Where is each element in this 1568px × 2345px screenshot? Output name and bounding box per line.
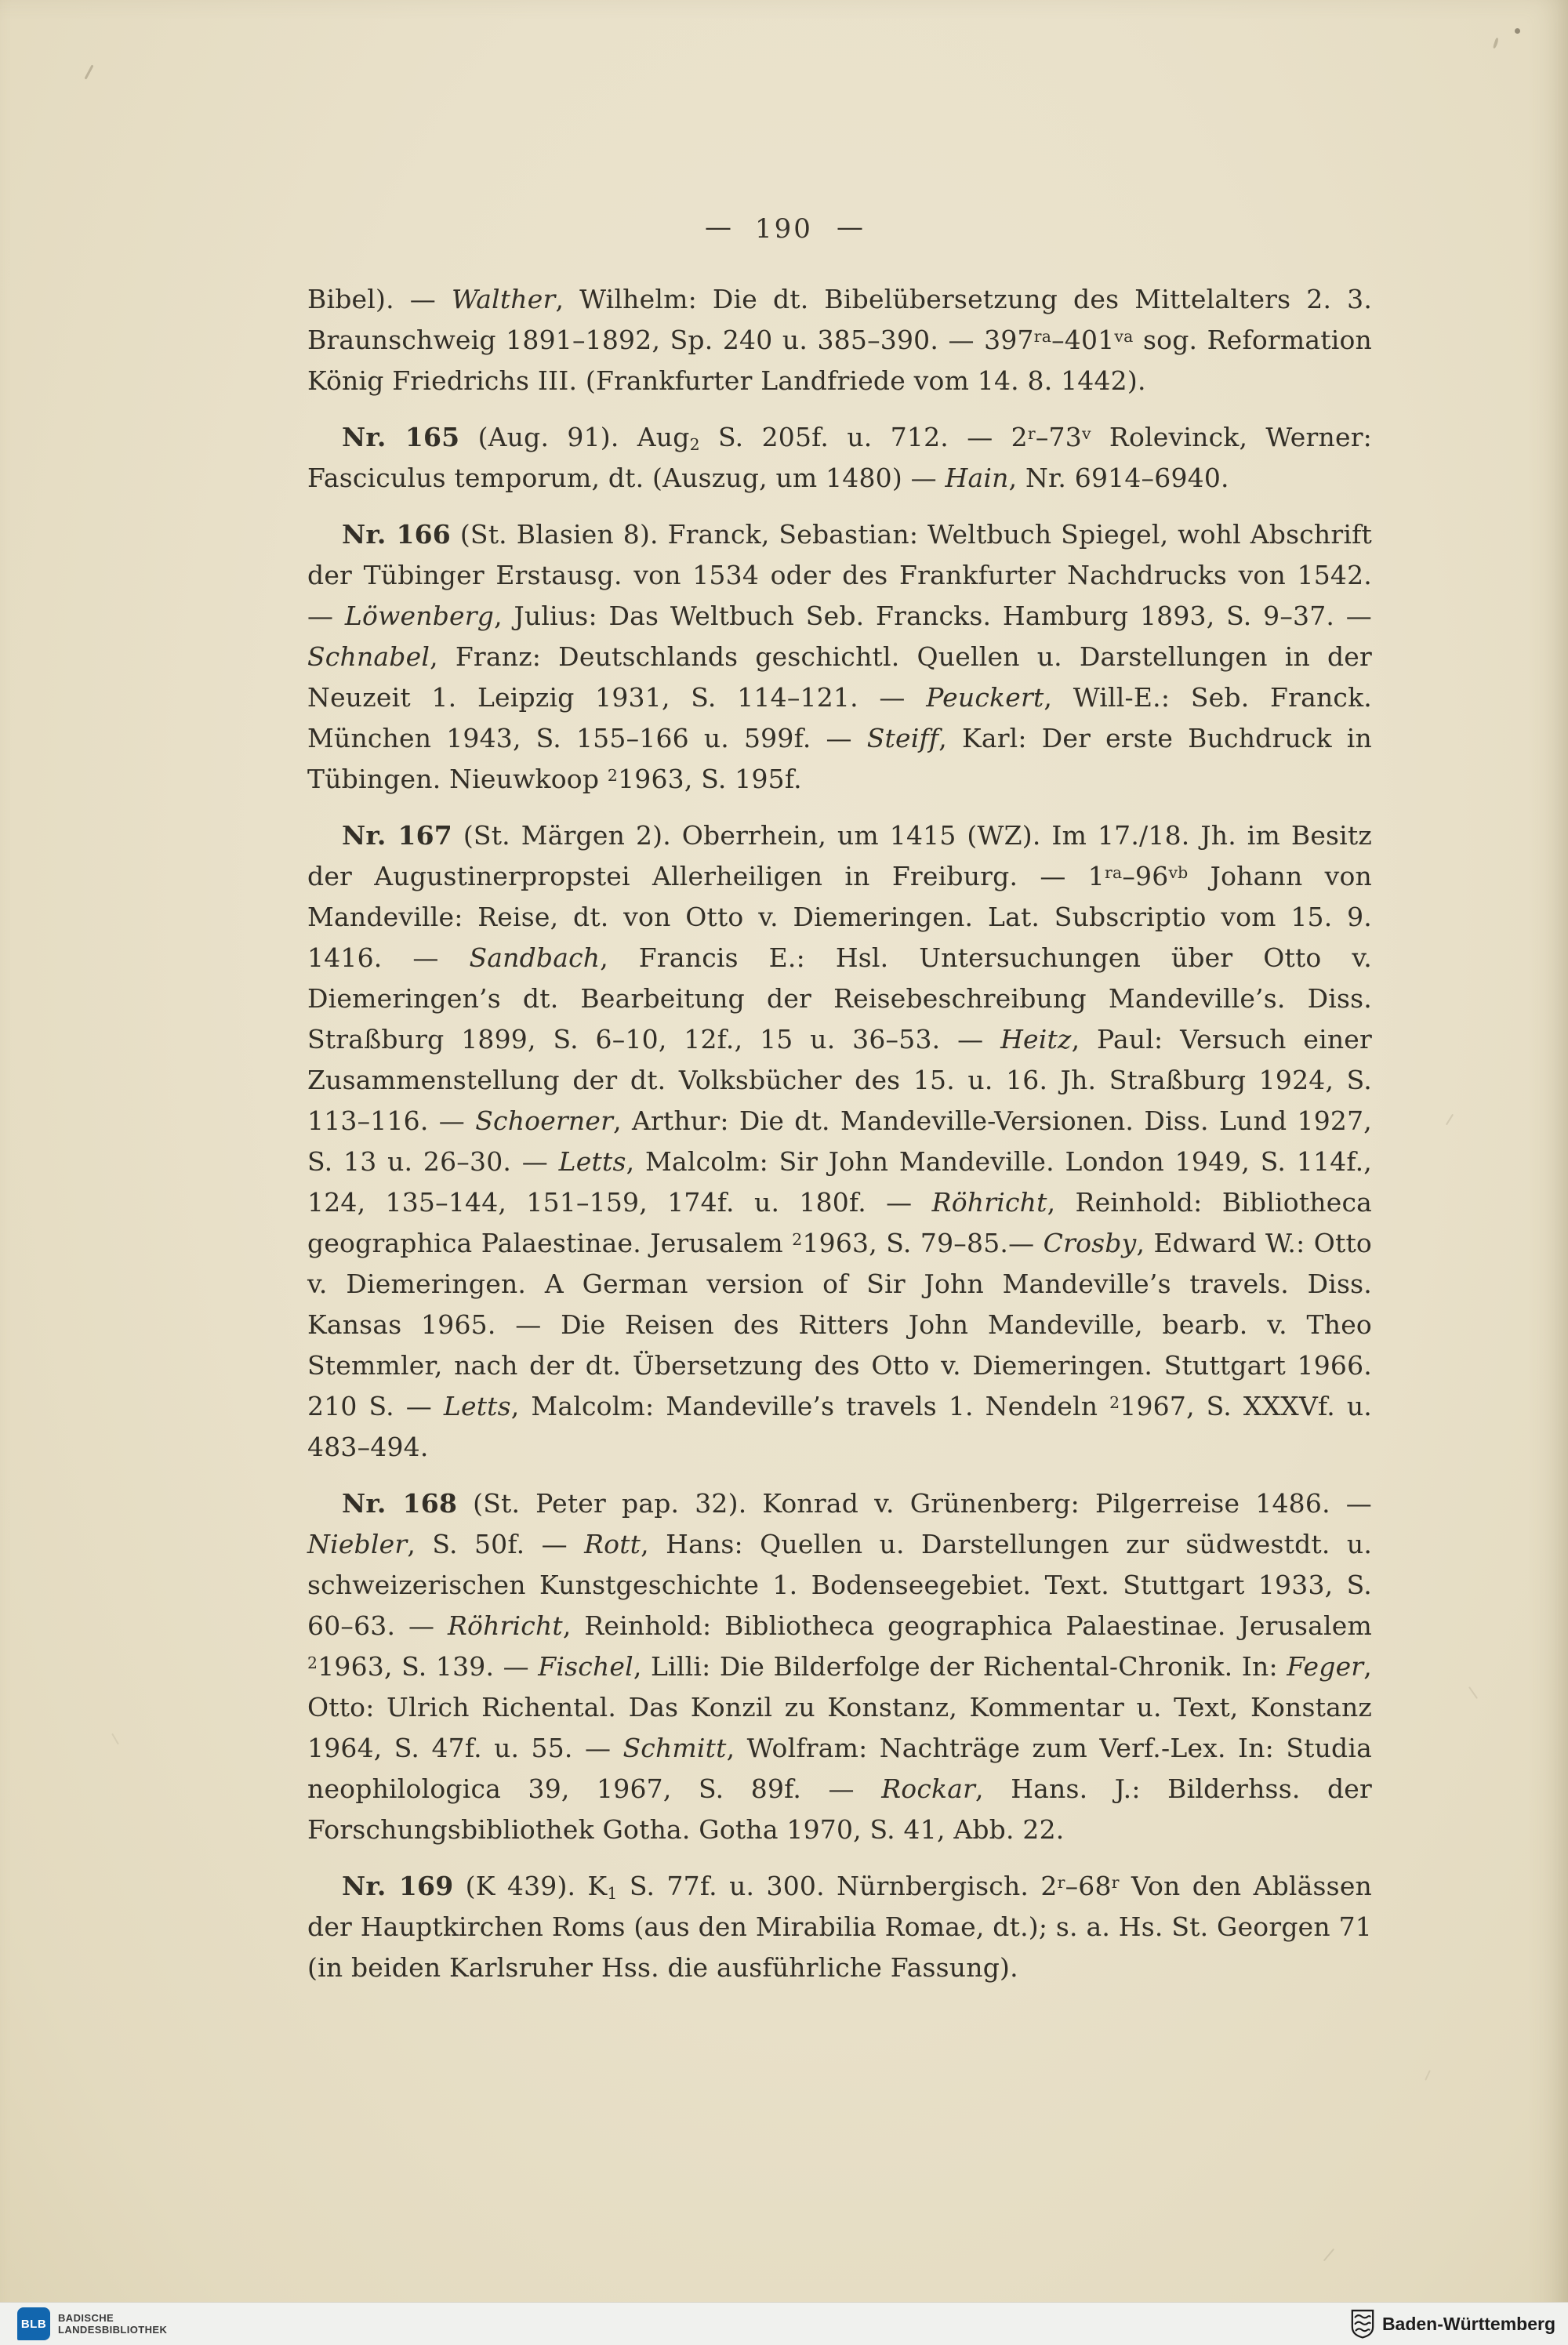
blb-name-line2: LANDESBIBLIOTHEK — [58, 2324, 168, 2336]
page-number: 190 — [755, 213, 813, 245]
entry-nr-165: Nr. 165 (Aug. 91). Aug$_2$ S. 205f. u. 712. — 2$^r$–73$^v$ Rolevinck, Werner: Fasciculus temporum, dt. (Auszug, um 1480) — Hain, Nr. 6914–6940. — [307, 422, 1372, 493]
entry-nr-167: Nr. 167 (St. Märgen 2). Oberrhein, um 1415 (WZ). Im 17./18. Jh. im Besitz der Augustinerpropstei Allerheiligen in Freiburg. — $1^{ra}-96^{vb}$ Johann von Mandeville: Reise, dt. von Otto v. Diemeringen. Lat. Subscriptio vom 15. 9. 1416. — Sandbach, Francis E.: Hsl. Untersuchungen über Otto v. Diemeringen’s dt. Bearbeitung der Reisebeschreibung Mandeville’s. Diss. Straßburg 1899, S. 6–10, 12f., 15 u. 36–53. — Heitz, Paul: Versuch einer Zusammenstellung der dt. Volksbücher des 15. u. 16. Jh. Straßburg 1924, S. 113–116. — Schoerner, Arthur: Die dt. Mandeville-Versionen. Diss. Lund 1927, S. 13 u. 26–30. — Letts, Malcolm: Sir John Mandeville. London 1949, S. 114f., 124, 135–144, 151–159, 174f. u. 180f. — Röhricht, Reinhold: Bibliotheca geographica Palaestinae. Jerusalem $^2$1963, S. 79–85.— Crosby, Edward W.: Otto v. Diemeringen. A German version of Sir John Mandeville’s travels. Diss. Kansas 1965. — Die Reisen des Ritters John Mandeville, bearb. v. Theo Stemmler, nach der dt. Übersetzung des Otto v. Diemeringen. Stuttgart 1966. 210 S. — Letts, Malcolm: Mandeville’s travels 1. Nendeln $^2$1967, S. XXXVf. u. 483–494. — [307, 820, 1373, 1462]
scan-mark — [111, 1733, 119, 1745]
footer-bar — [0, 2302, 1568, 2345]
entry-nr-168: Nr. 168 (St. Peter pap. 32). Konrad v. Grünenberg: Pilgerreise 1486. — Niebler, S. 50f. — Rott, Hans: Quellen u. Darstellungen zur südwestdt. u. schweizerischen Kunstgeschichte 1. Bodenseegebiet. Text. Stuttgart 1933, S. 60–63. — Röhricht, Reinhold: Bibliotheca geographica Palaestinae. Jerusalem $^2$1963, S. 139. — Fischel, Lilli: Die Bilderfolge der Richental-Chronik. In: Feger, Otto: Ulrich Richental. Das Konzil zu Konstanz, Kommentar u. Text, Konstanz 1964, S. 47f. u. 55. — Schmitt, Wolfram: Nachträge zum Verf.-Lex. In: Studia neophilologica 39, 1967, S. 89f. — Rockar, Hans. J.: Bilderhss. der Forschungsbibliothek Gotha. Gotha 1970, S. 41, Abb. 22. — [307, 1488, 1373, 1845]
scan-mark — [1425, 2070, 1431, 2081]
page-header — [0, 213, 1568, 245]
bw-branding — [1350, 2309, 1555, 2339]
scan-mark — [1323, 2249, 1334, 2262]
blb-branding — [17, 2307, 167, 2340]
scan-mark — [1493, 38, 1499, 49]
blb-logo-text: BLB — [20, 2317, 47, 2331]
paragraph-continuation: Bibel). — Walther, Wilhelm: Die dt. Bibelübersetzung des Mittelalters 2. 3. Braunschweig 1891–1892, Sp. 240 u. 385–390. — $397^{ra}-401^{va}$ sog. Reformation König Friedrichs III. (Frankfurter Landfriede vom 14. 8. 1442). — [307, 284, 1373, 396]
text-block — [307, 279, 1372, 1988]
bw-crest-icon — [1350, 2309, 1375, 2339]
scan-mark — [84, 64, 93, 79]
blb-logo — [17, 2307, 50, 2340]
blb-name-line1: BADISCHE — [58, 2312, 114, 2324]
bw-label: Baden-Württemberg — [1381, 2313, 1555, 2334]
blb-name — [58, 2312, 167, 2336]
scan-mark — [1446, 1114, 1454, 1126]
page-header-dash-right: — — [836, 212, 863, 243]
page-header-dash-left: — — [705, 212, 732, 243]
scan-mark — [1468, 1686, 1478, 1699]
scan-mark — [1515, 28, 1520, 34]
entry-nr-169: Nr. 169 (K 439). $K_1$ S. 77f. u. 300. Nürnbergisch. 2$^r$–68$^r$ Von den Ablässen der Hauptkirchen Roms (aus den Mirabilia Romae, dt.); s. a. Hs. St. Georgen 71 (in beiden Karlsruher Hss. die ausführliche Fassung). — [307, 1871, 1373, 1983]
entry-nr-166: Nr. 166 (St. Blasien 8). Franck, Sebastian: Weltbuch Spiegel, wohl Abschrift der Tübinger Erstausg. von 1534 oder des Frankfurter Nachdrucks von 1542. — Löwenberg, Julius: Das Weltbuch Seb. Francks. Hamburg 1893, S. 9–37. — Schnabel, Franz: Deutschlands geschichtl. Quellen u. Darstellungen in der Neuzeit 1. Leipzig 1931, S. 114–121. — Peuckert, Will-E.: Seb. Franck. München 1943, S. 155–166 u. 599f. — Steiff, Karl: Der erste Buchdruck in Tübingen. Nieuwkoop $^2$1963, S. 195f. — [307, 519, 1373, 794]
